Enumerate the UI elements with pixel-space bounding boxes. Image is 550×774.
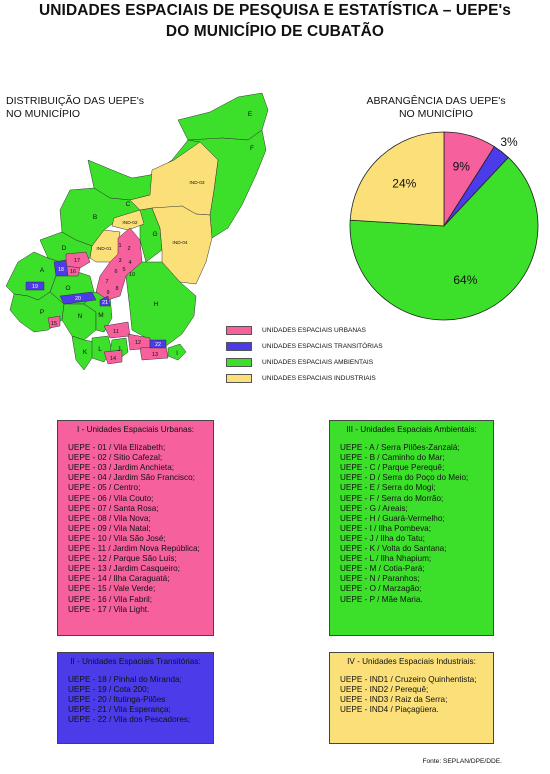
list-item: UEPE - IND4 / Piaçagüera. [340,705,439,715]
page-title-line2: DO MUNICÍPIO DE CUBATÃO [165,23,385,40]
map-label-ind02: IND-02 [122,221,138,226]
pie-label-9: 9% [452,159,470,174]
map-label-10: 10 [128,272,136,278]
map-label-21: 21 [102,300,108,306]
map-area-e [178,93,268,142]
map-label-22: 22 [155,342,161,348]
map-label-m: M [98,312,104,319]
list-item: UEPE - 07 / Santa Rosa; [68,503,159,513]
legend-item-ambientais [226,358,426,370]
ambient-units-box [329,420,494,636]
list-item: UEPE - 13 / Jardim Casqueiro; [68,564,180,574]
list-item: UEPE - E / Serra do Mogi; [340,483,436,493]
urban-units-title: I - Unidades Espaciais Urbanas: [77,425,194,434]
industrial-units-box [329,652,494,744]
map-label-a: A [39,267,45,274]
map-label-f: F [250,145,254,152]
map-subtitle-line1: DISTRIBUIÇÃO DAS UEPE's [6,95,144,107]
map-label-19: 19 [32,284,38,290]
map-label-2: 2 [127,246,131,252]
list-item: UEPE - IND3 / Raiz da Serra; [340,695,448,705]
list-item: UEPE - 15 / Vale Verde; [68,584,156,594]
map-label-e: E [247,111,253,118]
pie-subtitle-line1: ABRANGÊNCIA DAS UEPE's [366,95,506,107]
list-item: UEPE - D / Serra do Poço do Meio; [340,473,469,483]
list-item: UEPE - P / Mãe Maria. [340,594,423,604]
map-label-12: 12 [134,340,142,346]
pie-label-64: 64% [453,272,478,287]
list-item: UEPE - M / Cotia-Pará; [340,564,425,574]
legend-label-urbanas: UNIDADES ESPACIAIS URBANAS [262,327,366,334]
list-item: UEPE - IND1 / Cruzeiro Quinhentista; [340,675,477,685]
list-item: UEPE - 03 / Jardim Anchieta; [68,463,175,473]
list-item: UEPE - K / Volta do Santana; [340,544,447,554]
legend-label-industriais: UNIDADES ESPACIAIS INDUSTRIAIS [262,375,376,382]
map-label-1: 1 [118,243,122,249]
list-item: UEPE - N / Paranhos; [340,574,420,584]
legend-swatch-transitorias [226,342,252,351]
list-item: UEPE - O / Marzagão; [340,584,422,594]
list-item: UEPE - 16 / Vila Fabril; [68,594,153,604]
legend-label-ambientais: UNIDADES ESPACIAIS AMBIENTAIS [262,359,374,366]
list-item: UEPE - IND2 / Perequê; [340,685,429,695]
legend-item-transitorias [226,342,426,354]
map-label-13: 13 [151,352,159,358]
list-item: UEPE - 08 / Vila Nova; [68,513,151,523]
map-area-n [62,304,96,340]
map-label-5: 5 [122,267,126,273]
map-label-l: L [98,346,102,353]
map-label-k: K [82,349,88,356]
list-item: UEPE - 11 / Jardim Nova República; [68,544,200,554]
list-item: UEPE - 09 / Vila Natal; [68,523,151,533]
map-label-4: 4 [128,260,132,266]
list-item: UEPE - B / Caminho do Mar; [340,453,445,463]
legend-label-transitorias: UNIDADES ESPACIAIS TRANSITÓRIAS [262,343,383,350]
list-item: UEPE - 01 / Vila Elizabeth; [68,443,166,453]
map-label-3: 3 [118,258,122,264]
list-item: UEPE - 20 / Itutinga-Pilões [68,695,166,705]
list-item: UEPE - 21 / Vila Esperança; [68,705,171,715]
urban-units-box [57,420,214,636]
list-item: UEPE - F / Serra do Morrão; [340,493,444,503]
map-label-h: H [153,301,159,308]
map-label-d: D [61,245,67,252]
map-label-g: G [152,231,158,238]
list-item: UEPE - A / Serra Pilões-Zanzalá; [340,443,460,453]
list-item: UEPE - 18 / Pinhal do Miranda; [68,675,182,685]
pie-label-3: 3% [500,135,518,150]
list-item: UEPE - H / Guará-Vermelho; [340,513,445,523]
legend-item-industriais [226,374,426,386]
list-item: UEPE - 17 / Vila Light. [68,604,150,614]
pie-subtitle [366,95,506,121]
transitional-units-box [57,652,214,744]
list-item: UEPE - 05 / Centro; [68,483,141,493]
map-label-j: J [117,346,121,353]
list-item: UEPE - C / Parque Perequê; [340,463,445,473]
list-item: UEPE - G / Areais; [340,503,408,513]
list-item: UEPE - I / Ilha Pombeva; [340,523,432,533]
map-label-i: I [176,350,178,357]
map-label-7: 7 [105,279,109,285]
map-label-o: O [65,285,71,292]
map-label-16: 16 [69,269,77,275]
list-item: UEPE - 06 / Vila Couto; [68,493,154,503]
map-label-11: 11 [113,329,119,335]
map-label-20: 20 [75,296,81,302]
map-label-18: 18 [58,267,64,273]
map-label-14: 14 [109,356,117,362]
source-note: Fonte: SEPLAN/DPE/DDE. [422,758,502,765]
list-item: UEPE - 02 / Sítio Cafezal; [68,453,163,463]
list-item: UEPE - 10 / Vila São José; [68,533,166,543]
map-label-15: 15 [50,321,58,327]
list-item: UEPE - 22 / Vila dos Pescadores; [68,715,191,725]
map-label-p: P [39,309,45,316]
pie-label-24: 24% [392,176,417,191]
list-item: UEPE - 19 / Cota 200; [68,685,150,695]
map-label-6: 6 [114,269,118,275]
map-label-8: 8 [115,286,119,292]
map-label-n: N [77,313,83,320]
industrial-units-title: IV - Unidades Espaciais Industriais: [347,657,476,666]
legend-swatch-industriais [226,374,252,383]
map-label-c: C [125,201,131,208]
transitional-units-title: II - Unidades Espaciais Transitórias: [70,657,201,666]
map-label-b: B [92,214,98,221]
pie-chart [338,120,550,332]
map-label-9: 9 [106,290,110,296]
map-label-ind04: IND-04 [172,241,188,246]
map-label-17: 17 [73,258,81,264]
legend-item-urbanas [226,326,426,338]
ambient-units-title: III - Unidades Espaciais Ambientais: [346,425,477,434]
list-item: UEPE - J / Ilha do Tatu; [340,533,425,543]
list-item: UEPE - L / Ilha Nhapium; [340,554,432,564]
page-title-line1: UNIDADES ESPACIAIS DE PESQUISA E ESTATÍSTICA – UEPE's [38,2,512,19]
map-subtitle-line2: NO MUNICÍPIO [6,108,81,120]
legend-swatch-urbanas [226,326,252,335]
pie-subtitle-line2: NO MUNICÍPIO [398,108,474,120]
map-label-ind01: IND-01 [96,247,112,252]
list-item: UEPE - 04 / Jardim São Francisco; [68,473,195,483]
map-label-ind03: IND-03 [189,181,205,186]
legend-swatch-ambientais [226,358,252,367]
list-item: UEPE - 12 / Parque São Luís; [68,554,177,564]
list-item: UEPE - 14 / Ilha Caraguatá; [68,574,170,584]
